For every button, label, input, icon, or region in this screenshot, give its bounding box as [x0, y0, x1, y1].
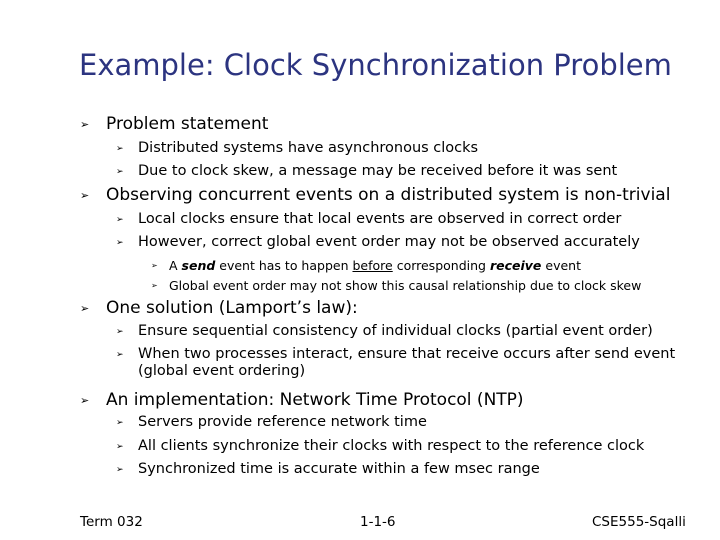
arrow-bullet-icon: ➢	[116, 238, 124, 248]
bullet-text: Problem statement	[106, 114, 269, 134]
text-part: event	[541, 258, 581, 273]
sub-bullet	[116, 211, 622, 228]
arrow-bullet-icon: ➢	[116, 442, 124, 452]
arrow-bullet-icon: ➢	[80, 394, 90, 407]
arrow-bullet-icon: ➢	[116, 327, 124, 337]
bullet-text: Distributed systems have asynchronous clocks	[138, 140, 479, 156]
sub-bullet	[116, 461, 540, 478]
bullet-text: Observing concurrent events on a distributed system is non-trivial	[106, 185, 671, 205]
bullet-text: One solution (Lamport’s law):	[106, 298, 358, 318]
footer-course: CSE555-Sqalli	[592, 514, 686, 530]
text-part: A	[169, 258, 182, 273]
arrow-bullet-icon: ➢	[116, 215, 124, 225]
bullet-text: When two processes interact, ensure that receive occurs after send event	[138, 346, 676, 362]
arrow-bullet-icon: ➢	[80, 302, 90, 315]
bullet-text: All clients synchronize their clocks with respect to the reference clock	[138, 438, 645, 454]
sub-bullet	[116, 323, 653, 340]
sub-bullet	[116, 414, 427, 431]
underline-before: before	[352, 258, 393, 273]
sub-bullet	[116, 346, 676, 381]
arrow-bullet-icon: ➢	[116, 167, 124, 177]
arrow-bullet-icon: ➢	[80, 118, 90, 131]
sub-bullet	[116, 140, 479, 157]
sub-bullet	[116, 234, 640, 251]
arrow-bullet-icon: ➢	[80, 189, 90, 202]
arrow-bullet-icon: ➢	[151, 261, 158, 270]
bullet-text: Synchronized time is accurate within a few msec range	[138, 461, 540, 477]
slide-title: Example: Clock Synchronization Problem	[79, 48, 672, 82]
bullet-text: Global event order may not show this causal relationship due to clock skew	[169, 278, 642, 293]
bullet-implementation	[80, 390, 524, 410]
text-part: event has to happen	[215, 258, 353, 273]
arrow-bullet-icon: ➢	[116, 144, 124, 154]
arrow-bullet-icon: ➢	[116, 465, 124, 475]
sub-bullet	[116, 163, 618, 180]
footer-page-number: 1-1-6	[360, 514, 396, 530]
bullet-problem-statement	[80, 114, 269, 134]
emphasis-receive: receive	[489, 258, 542, 273]
bullet-text: Due to clock skew, a message may be received before it was sent	[138, 163, 618, 179]
bullet-observing-events	[80, 185, 671, 205]
bullet-text: Local clocks ensure that local events are observed in correct order	[138, 211, 622, 227]
bullet-text-continued: (global event ordering)	[138, 363, 306, 380]
bullet-one-solution	[80, 298, 358, 318]
emphasis-send: send	[181, 258, 216, 273]
sub-bullet	[116, 438, 645, 455]
arrow-bullet-icon: ➢	[116, 418, 124, 428]
footer-term: Term 032	[80, 514, 143, 530]
sub-sub-bullet	[151, 258, 581, 273]
bullet-text: Ensure sequential consistency of individual clocks (partial event order)	[138, 323, 653, 339]
sub-sub-bullet	[151, 278, 642, 293]
arrow-bullet-icon: ➢	[151, 281, 158, 290]
arrow-bullet-icon: ➢	[116, 350, 124, 360]
text-part: corresponding	[392, 258, 490, 273]
bullet-text: An implementation: Network Time Protocol (NTP)	[106, 390, 524, 410]
bullet-text: Servers provide reference network time	[138, 414, 427, 430]
bullet-text: However, correct global event order may not be observed accurately	[138, 234, 640, 250]
